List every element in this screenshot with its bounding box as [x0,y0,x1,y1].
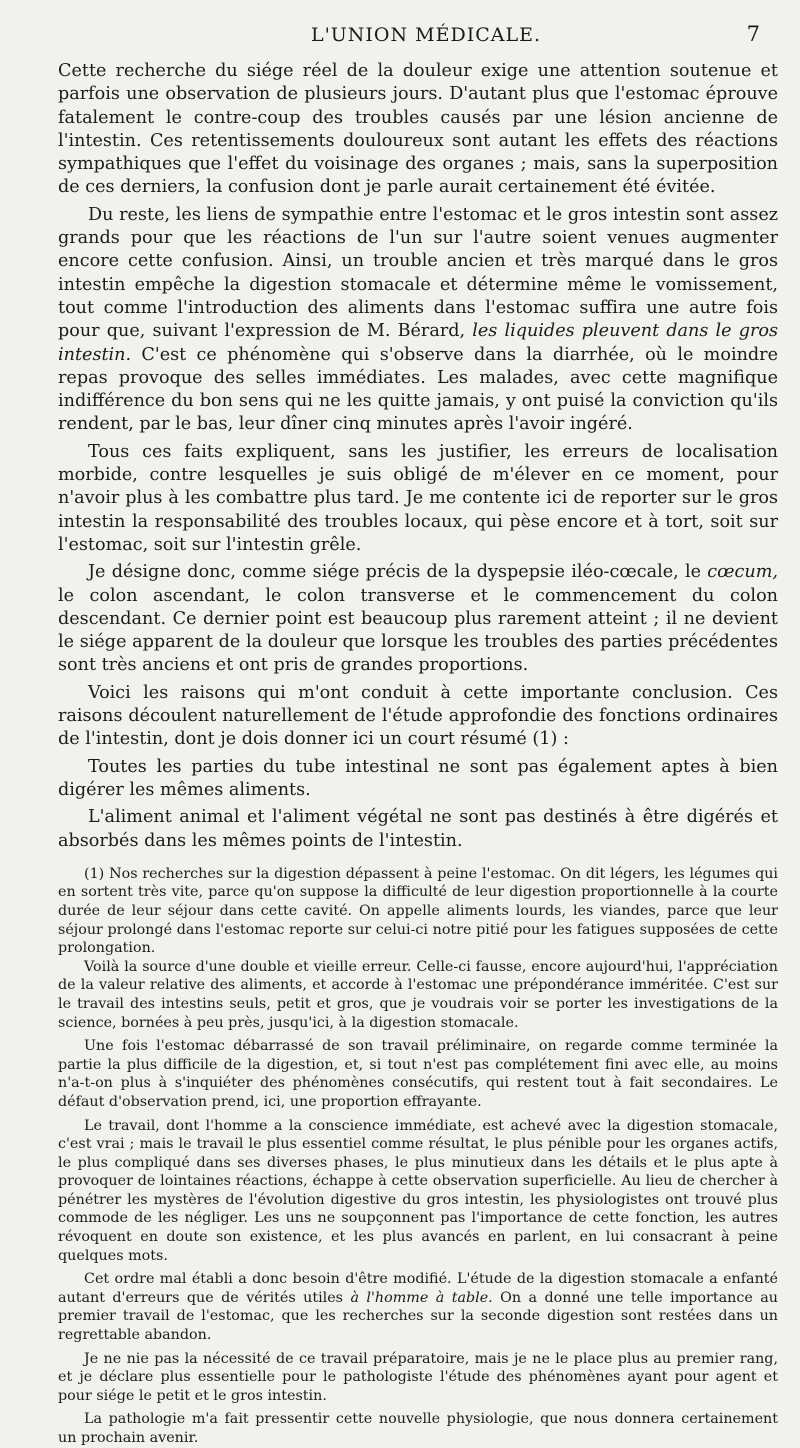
paragraph: Du reste, les liens de sympathie entre l'estomac et le gros intestin sont assez grands pour que les réactions de l'un sur l'autre soient venues augmenter encore cette confusion. Ainsi, un trouble ancien et très marqué dans le gros intestin empêche la digestion stomacale et détermine même le vomissement, tout comme l'introduction des aliments dans l'estomac suffira une autre fois pour que, suivant l'expression de M. Bérard, les liquides pleuvent dans le gros intestin. C'est ce phénomène qui s'observe dans la diarrhée, où le moindre repas provoque des selles immédiates. Les malades, avec cette magnifique indifférence du bon sens qui ne les quitte jamais, y ont puisé la conviction qu'ils rendent, par le bas, leur dîner cinq minutes après l'avoir ingéré. [58,204,779,435]
paragraph: Cette recherche du siége réel de la douleur exige une attention soutenue et parfois une observation de plusieurs jours. D'autant plus que l'estomac éprouve fatalement le contre-coup des troubles causés par une lésion ancienne de l'intestin. Ces retentissements douloureux sont autant les effets des réactions sympathiques que l'effet du voisinage des organes ; mais, sans la superposition de ces derniers, la confusion dont je parle aurait certainement été évitée. [58,61,778,198]
paragraph: Tous ces faits expliquent, sans les justifier, les erreurs de localisation morbide, contre lesquelles je suis obligé de m'élever en ce moment, pour n'avoir plus à les combattre plus tard. Je me contente ici de reporter sur le gros intestin la responsabilité des troubles locaux, qui pèse encore et à tort, soit sur l'estomac, soit sur l'intestin grêle. [58,441,778,555]
paragraph: Toutes les parties du tube intestinal ne sont pas également aptes à bien digérer les mêmes aliments. [58,756,778,800]
paragraph: L'aliment animal et l'aliment végétal ne sont pas destinés à être digérés et absorbés dans les mêmes points de l'intestin. [58,807,778,851]
paragraph: Voici les raisons qui m'ont conduit à cette importante conclusion. Ces raisons découlent naturellement de l'étude approfondie des fonctions ordinaires de l'intestin, dont je dois donner ici un court résumé (1) : [58,682,778,750]
main-text [58,60,778,853]
emphasis: à l'homme à table. [350,1289,493,1306]
footnote-paragraph: Une fois l'estomac débarrassé de son travail préliminaire, on regarde comme terminée la partie la plus difficile de la digestion, et, si tout n'est pas complétement fini avec elle, au moins n'a-t-on plus à s'inquiéter des phénomènes consécutifs, qui restent tout à fait secondaires. Le défaut d'observation prend, ici, une proportion effrayante. [58,1038,778,1110]
footnote-paragraph: (1) Nos recherches sur la digestion dépassent à peine l'estomac. On dit légers, les légumes qui en sortent très vite, parce qu'on suppose la difficulté de leur digestion proportionnelle à la courte durée de leur séjour dans cette cavité. On appelle aliments lourds, les viandes, parce que leur séjour prolongé dans l'estomac reporte sur celui-ci notre pitié pour les fatigues supposées de cette prolongation. [58,865,778,957]
footnote-paragraph: Voilà la source d'une double et vieille erreur. Celle-ci fausse, encore aujourd'hui, l'appréciation de la valeur relative des aliments, et accorde à l'estomac une prépondérance imméritée. C'est sur le travail des intestins seuls, petit et gros, que je voudrais voir se porter les investigations de la science, bornées à peu près, jusqu'ici, à la digestion stomacale. [58,958,778,1031]
page-number: 7 [746,22,760,46]
footnote-paragraph: La pathologie m'a fait pressentir cette nouvelle physiologie, que nous donnera certainement un prochain avenir. [58,1411,778,1447]
footnote-paragraph: Cet ordre mal établi a donc besoin d'être modifié. L'étude de la digestion stomacale a enfanté autant d'erreurs que de vérités utiles à l'homme à table. On a donné une telle importance au premier travail de l'estomac, que les recherches sur la seconde digestion sont restées dans un regrettable abandon. [58,1271,778,1344]
footnote-separator [58,853,778,865]
running-title: L'UNION MÉDICALE. [310,24,542,46]
emphasis: les liquides pleuvent dans le gros intestin. [58,321,779,365]
emphasis: cœcum, [707,562,778,583]
footnote-paragraph: Le travail, dont l'homme a la conscience immédiate, est achevé avec la digestion stomacale, c'est vrai ; mais le travail le plus essentiel comme résultat, le plus pénible pour les organes actifs, le plus compliqué dans ses diverses phases, le plus minutieux dans les détails et le plus apte à provoquer de lointaines réactions, échappe à cette observation superficielle. Au lieu de chercher à pénétrer les mystères de l'évolution digestive du gros intestin, les physiologistes ont trouvé plus commode de les négliger. Les uns ne soupçonnent pas l'importance de cette fonction, les autres révoquent en doute son existence, et les plus avancés en parlent, en lui consacrant à peine quelques mots. [58,1117,778,1264]
footnotes [58,865,778,1448]
page-header [58,22,778,60]
footnote-paragraph: Je ne nie pas la nécessité de ce travail préparatoire, mais je ne le place plus au premier rang, et je déclare plus essentielle pour le pathologiste l'étude des phénomènes ayant pour agent et pour siége le petit et le gros intestin. [58,1350,778,1404]
paragraph: Je désigne donc, comme siége précis de la dyspepsie iléo-cœcale, le cœcum, le colon ascendant, le colon transverse et le commencement du colon descendant. Ce dernier point est beaucoup plus rarement atteint ; il ne devient le siége apparent de la douleur que lorsque les troubles des parties précédentes sont très anciens et ont pris de grandes proportions. [58,562,778,676]
